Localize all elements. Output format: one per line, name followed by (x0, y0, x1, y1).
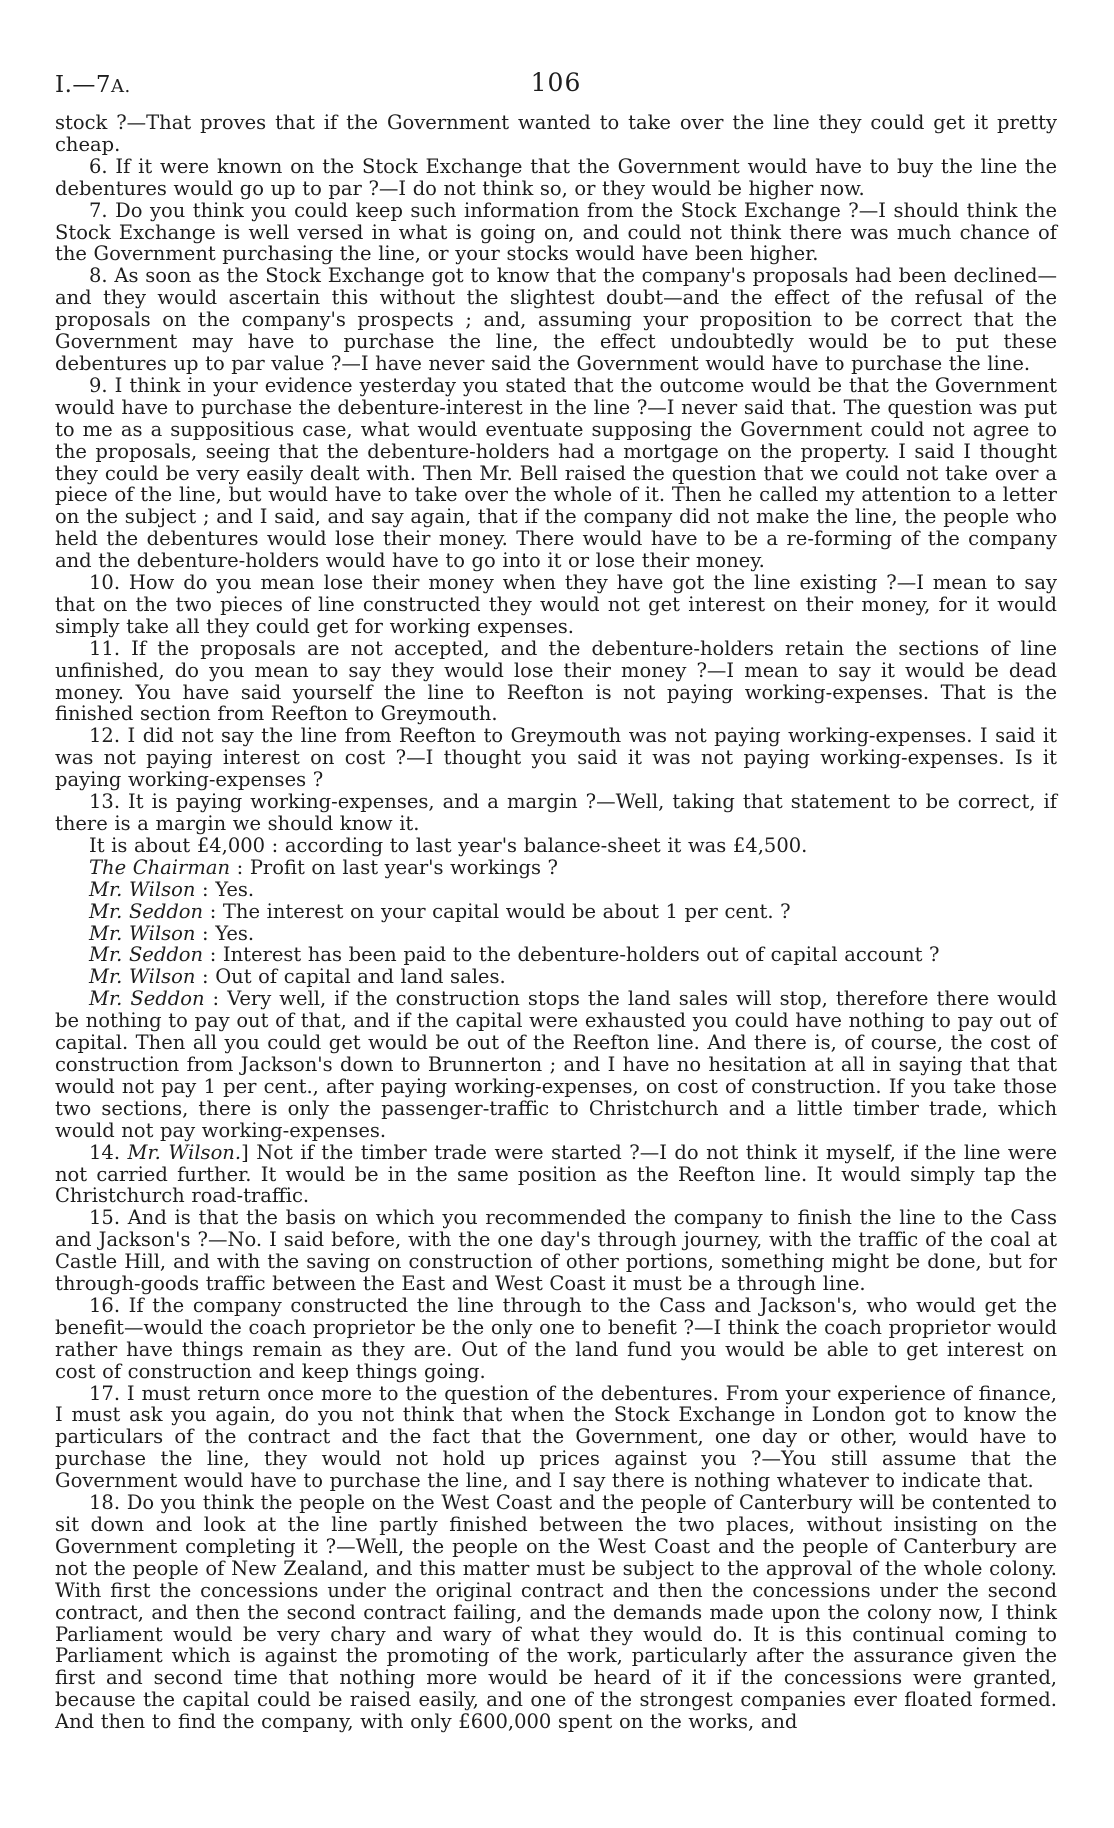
page-number: 106 (530, 68, 582, 97)
paragraph (55, 901, 1057, 923)
paragraph (55, 1142, 1057, 1208)
paragraph (55, 156, 1057, 200)
paragraph-text: 11. If the proposals are not accepted, and the debenture-holders retain the sections of line unfinished, do you mean to say they would lose their money ?—I mean to say it would be dead money. You have said yourself the line to Reefton is not paying working-expenses. That is the finished section from Reefton to Greymouth. (55, 636, 1057, 726)
paragraph (55, 944, 1057, 966)
paragraph (55, 725, 1057, 791)
speaker-name: Mr. Wilson (89, 921, 196, 945)
paragraph-text: : Yes. (195, 921, 255, 945)
paragraph-text: : Interest has been paid to the debenture-holders out of capital account ? (203, 943, 940, 967)
paragraph-text: 16. If the company constructed the line through to the Cass and Jackson's, who would get the benefit—would the coach proprietor be the only one to benefit ?—I think the coach proprietor would rather have things remain as they are. Out of the land fund you would be able to get interest on cost of construction and keep things going. (55, 1293, 1057, 1383)
paragraph-text: 9. I think in your evidence yesterday you stated that the outcome would be that the Government would have to purchase the debenture-interest in the line ?—I never said that. The question was put to me as a suppositious case, what would eventuate supposing the Government could not agree to the proposals, seeing that the debenture-holders had a mortgage on the property. I said I thought they could be very easily dealt with. Then Mr. Bell raised the question that we could not take over a piece of the line, but would have to take over the whole of it. Then he called my attention to a letter on the subject ; and I said, and say again, that if the company did not make the line, the people who held the debentures would lose their money. There would have to be a re-forming of the company and the debenture-holders would have to go into it or lose their money. (55, 373, 1057, 573)
paragraph (55, 923, 1057, 945)
speaker-name: Mr. Seddon (89, 987, 205, 1011)
paragraph (55, 572, 1057, 638)
paragraph (55, 966, 1057, 988)
paragraph-text: : Very well, if the construction stops the land sales will stop, therefore there would be nothing to pay out of that, and if the capital were exhausted you could have nothing to pay out of capital. Then all you could get would be out of the Reefton line. And there is, of course, the cost of construction from Jackson's down to Brunnerton ; and I have no hesitation at all in saying that that would not pay 1 per cent., after paying working-expenses, on cost of construction. If you take those two sections, there is only the passenger-traffic to Christchurch and a little timber trade, which would not pay working-expenses. (55, 987, 1057, 1142)
paragraph-text: : Profit on last year's workings ? (230, 855, 559, 879)
transcript-body (55, 112, 1057, 1733)
paragraph (55, 112, 1057, 156)
page-header (55, 68, 1057, 100)
paragraph-text: : Out of capital and land sales. (195, 965, 506, 989)
paragraph (55, 1207, 1057, 1295)
speaker-name: Mr. Wilson. (127, 1140, 242, 1164)
speaker-name: Mr. Wilson (89, 965, 196, 989)
paragraph-text: stock ?—That proves that if the Government wanted to take over the line they could get it pretty cheap. (55, 111, 1057, 156)
paragraph (55, 200, 1057, 266)
paragraph (55, 835, 1057, 857)
page-signature-suffix: A. (111, 76, 131, 97)
paragraph (55, 857, 1057, 879)
speaker-name: Mr. Wilson (89, 877, 196, 901)
speaker-name: Mr. Seddon (89, 943, 204, 967)
paragraph-text: : Yes. (195, 877, 255, 901)
paragraph-text: ] Not if the timber trade were started ?—I do not think it myself, if the line were not carried further. It would be in the same position as the Reefton line. It would simply tap the Christchurch road-traffic. (55, 1140, 1057, 1208)
paragraph-text: 12. I did not say the line from Reefton to Greymouth was not paying working-expenses. I said it was not paying interest on cost ?—I thought you said it was not paying working-expenses. Is it paying working-expenses ? (55, 724, 1057, 792)
paragraph-text: 6. If it were known on the Stock Exchange that the Government would have to buy the line the debentures would go up to par ?—I do not think so, or they would be higher now. (55, 154, 1057, 200)
paragraph-text: : The interest on your capital would be about 1 per cent. ? (203, 899, 791, 923)
paragraph-text: 8. As soon as the Stock Exchange got to know that the company's proposals had been declined—and they would ascertain this without the slightest doubt—and the effect of the refusal of the proposals on the company's prospects ; and, assuming your proposition to be correct that the Government may have to purchase the line, the effect undoubtedly would be to put these debentures up to par value ?—I have never said the Government would have to purchase the line. (55, 264, 1057, 375)
paragraph (55, 375, 1057, 572)
speaker-name: Mr. Seddon (89, 899, 204, 923)
paragraph-text: 18. Do you think the people on the West Coast and the people of Canterbury will be contented to sit down and look at the line partly finished between the two places, without insisting on the Government completing it ?—Well, the people on the West Coast and the people of Canterbury are not the people of New Zealand, and this matter must be subject to the approval of the whole colony. With first the concessions under the original contract and then the concessions under the second contract, and then the second contract failing, and the demands made upon the colony now, I think Parliament would be very chary and wary of what they would do. It is this continual coming to Parliament which is against the promoting of the work, particularly after the assurance given the first and second time that nothing more would be heard of it if the concessions were granted, because the capital could be raised easily, and one of the strongest companies ever floated formed. And then to find the company, with only £600,000 spent on the works, and (55, 1491, 1057, 1734)
paragraph (55, 791, 1057, 835)
paragraph-text: 7. Do you think you could keep such information from the Stock Exchange ?—I should think the Stock Exchange is well versed in what is going on, and could not think there was much chance of the Government purchasing the line, or your stocks would have been higher. (55, 198, 1057, 266)
paragraph-number: 14. (89, 1140, 128, 1164)
paragraph (55, 1295, 1057, 1383)
paragraph-text: 10. How do you mean lose their money when they have got the line existing ?—I mean to say that on the two pieces of line constructed they would not get interest on their money, for it would simply take all they could get for working expenses. (55, 571, 1057, 638)
speaker-name: The Chairman (89, 855, 231, 879)
paragraph (55, 1383, 1057, 1493)
paragraph (55, 988, 1057, 1141)
paragraph (55, 1492, 1057, 1733)
paragraph-text: 13. It is paying working-expenses, and a margin ?—Well, taking that statement to be correct, if there is a margin we should know it. (55, 790, 1057, 835)
paragraph-text: 15. And is that the basis on which you recommended the company to finish the line to the Cass and Jackson's ?—No. I said before, with the one day's through journey, with the traffic of the coal at Castle Hill, and with the saving on construction of other portions, something might be done, but for through-goods traffic between the East and West Coast it must be a through line. (55, 1206, 1057, 1296)
paragraph (55, 638, 1057, 726)
page-signature-main: I.—7 (55, 72, 112, 98)
paragraph-text: It is about £4,000 : according to last year's balance-sheet it was £4,500. (89, 833, 808, 857)
paragraph-text: 17. I must return once more to the question of the debentures. From your experience of finance, I must ask you again, do you not think that when the Stock Exchange in London got to know the particulars of the contract and the fact that the Government, one day or other, would have to purchase the line, they would not hold up prices against you ?—You still assume that the Government would have to purchase the line, and I say there is nothing whatever to indicate that. (55, 1381, 1057, 1493)
paragraph (55, 879, 1057, 901)
paragraph (55, 265, 1057, 375)
